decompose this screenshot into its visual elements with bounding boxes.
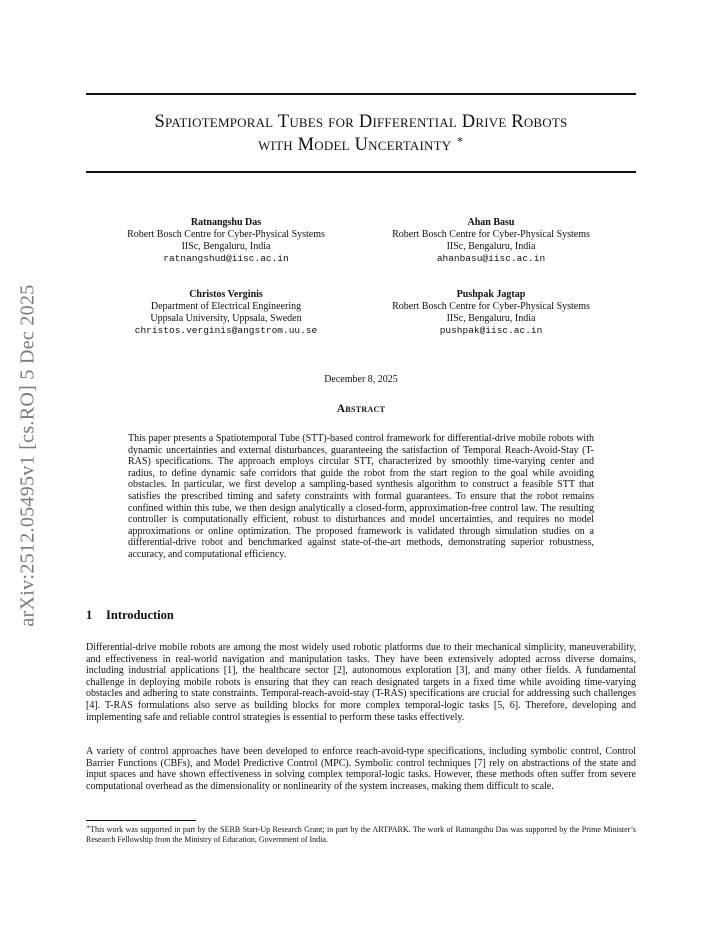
author-location: Uppsala University, Uppsala, Sweden — [150, 313, 302, 324]
author-email: ahanbasu@iisc.ac.in — [436, 253, 546, 264]
author-location: IISc, Bengaluru, India — [446, 313, 536, 324]
author-name: Christos Verginis — [189, 289, 263, 300]
section-title: Introduction — [106, 608, 174, 622]
author-location: IISc, Bengaluru, India — [181, 241, 271, 252]
body-paragraph: Differential-drive mobile robots are among the most widely used robotic platforms due to their mechanical simplicity, maneuverability, and effectiveness in real-world navigation and manipulation tasks. They have been extensively adopted across diverse domains, including industrial applications [1], the healthcare sector [2], autonomous exploration [3], and many other fields. A fundamental challenge in deploying mobile robots is ensuring that they can reach designated targets in a fixed time while avoiding time-varying obstacles and adhering to state constraints. Temporal-reach-avoid-stay (T-RAS) specifications are crucial for addressing such challenges [4]. T-RAS formulations also serve as building blocks for more complex temporal-logic tasks [5, 6]. Therefore, developing and implementing safe and reliable control strategies is essential to perform these tasks effectively. — [86, 642, 636, 723]
author-affiliation: Department of Electrical Engineering — [150, 301, 302, 312]
footnote-rule — [86, 820, 196, 821]
author-name: Ratnangshu Das — [190, 217, 262, 228]
title-top-rule — [86, 93, 636, 95]
title-line-2 — [86, 134, 636, 157]
footnote-text: This work was supported in part by the SERB Start-Up Research Grant; in part by the ARTPARK. The work of Ratnangshu Das was supported by the Prime Minister’s Research Fellowship from the Ministry of Education, Government of India. — [86, 825, 636, 844]
author-block — [96, 217, 356, 265]
author-block — [361, 289, 621, 337]
arxiv-identifier-stamp — [8, 265, 48, 645]
title-line-1: Spatiotemporal Tubes for Differential Drive Robots — [154, 112, 568, 132]
author-email: pushpak@iisc.ac.in — [439, 325, 543, 336]
author-affiliation: Robert Bosch Centre for Cyber-Physical Systems — [392, 229, 590, 240]
author-name: Ahan Basu — [467, 217, 515, 228]
author-email: christos.verginis@angstrom.uu.se — [134, 325, 318, 336]
author-location: IISc, Bengaluru, India — [446, 241, 536, 252]
author-affiliation: Robert Bosch Centre for Cyber-Physical Systems — [127, 229, 325, 240]
author-email: ratnangshud@iisc.ac.in — [163, 253, 289, 264]
title-footnote-marker: ∗ — [456, 133, 464, 146]
section-heading — [86, 608, 636, 623]
author-name: Pushpak Jagtap — [456, 289, 526, 300]
abstract-heading: Abstract — [336, 403, 386, 415]
title-bottom-rule — [86, 171, 636, 173]
author-block — [96, 289, 356, 337]
author-affiliation: Robert Bosch Centre for Cyber-Physical Systems — [392, 301, 590, 312]
author-block — [361, 217, 621, 265]
body-paragraph: A variety of control approaches have been developed to enforce reach-avoid-type specifications, including symbolic control, Control Barrier Functions (CBFs), and Model Predictive Control (MPC). Symbolic control techniques [7] rely on abstractions of the state and input spaces and have shown effectiveness in solving complex temporal-logic tasks. However, these methods often suffer from severe computational overhead as the dimensionality or nonlinearity of the system increases, making them difficult to scale. — [86, 746, 636, 792]
paper-title — [86, 111, 636, 157]
section-number: 1 — [86, 608, 93, 622]
abstract-body: This paper presents a Spatiotemporal Tube (STT)-based control framework for differential-drive mobile robots with dynamic uncertainties and external disturbances, guaranteeing the satisfaction of Temporal Reach-Avoid-Stay (T-RAS) specifications. The approach employs circular STT, characterized by smoothly time-varying center and radius, to define dynamic safe corridors that guide the robot from the start region to the goal while avoiding obstacles. In particular, we first develop a sampling-based synthesis algorithm to construct a feasible STT that satisfies the prescribed timing and safety constraints with formal guarantees. To ensure that the robot remains confined within this tube, we then design analytically a closed-form, approximation-free control law. The resulting controller is computationally efficient, robust to disturbances and model uncertainties, and requires no model approximations or online optimization. The proposed framework is validated through simulation studies on a differential-drive robot and benchmarked against state-of-the-art methods, demonstrating superior robustness, accuracy, and computational efficiency. — [128, 433, 594, 560]
arxiv-identifier-text: arXiv:2512.05495v1 [cs.RO] 5 Dec 2025 — [16, 283, 39, 627]
footnote-marker: ∗ — [86, 824, 91, 831]
footnote — [86, 825, 636, 845]
title-line-2-text: with Model Uncertainty — [258, 135, 452, 155]
paper-date: December 8, 2025 — [324, 374, 398, 385]
